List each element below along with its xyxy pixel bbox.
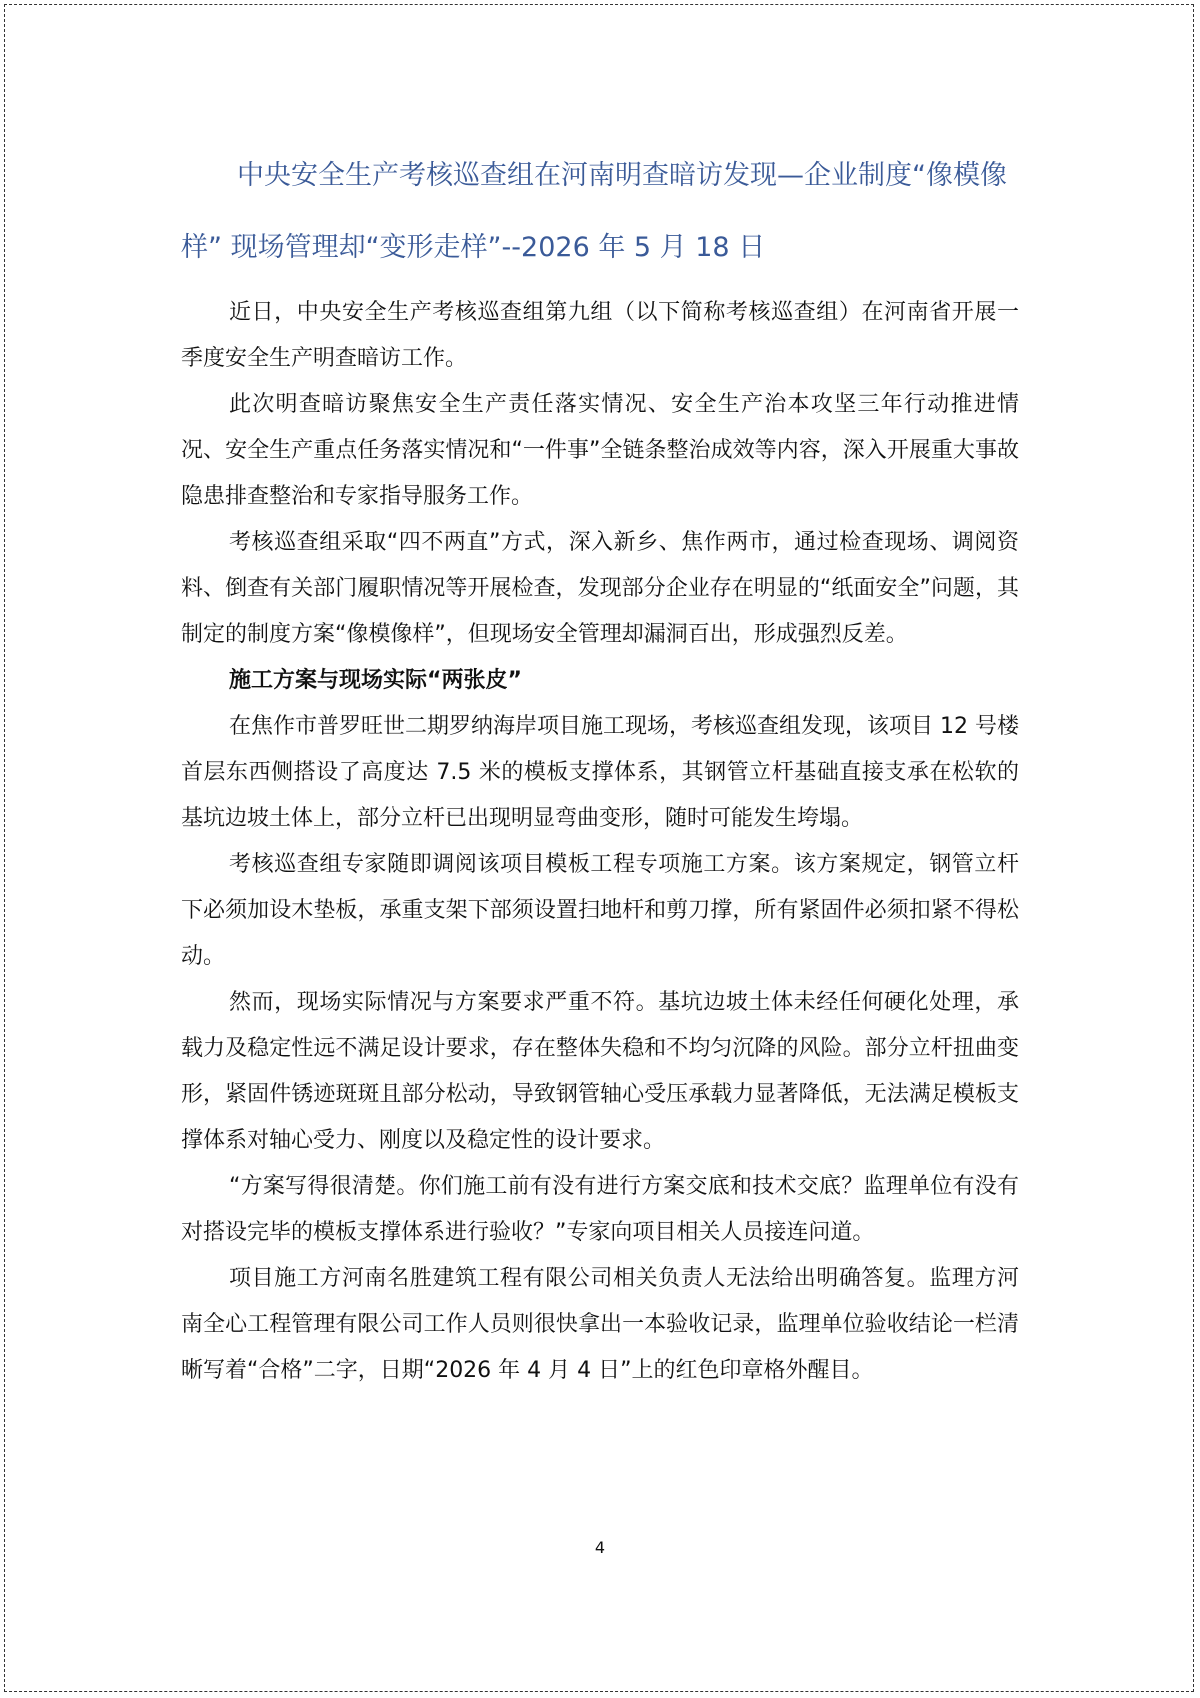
- section-paragraph-5: 项目施工方河南名胜建筑工程有限公司相关负责人无法给出明确答复。监理方河南全心工程管理有限公司工作人员则很快拿出一本验收记录，监理单位验收结论一栏清晰写着“合格”二字，日期“2026 年 4 月 4 日”上的红色印章格外醒目。: [181, 1266, 1019, 1383]
- section-paragraph-1: 在焦作市普罗旺世二期罗纳海岸项目施工现场，考核巡查组发现，该项目 12 号楼首层东西侧搭设了高度达 7.5 米的模板支撑体系，其钢管立杆基础直接支承在松软的基坑边坡土体上，部分立杆已出现明显弯曲变形，随时可能发生垮塌。: [181, 714, 1019, 831]
- paragraph-3: 考核巡查组采取“四不两直”方式，深入新乡、焦作两市，通过检查现场、调阅资料、倒查有关部门履职情况等开展检查，发现部分企业存在明显的“纸面安全”问题，其制定的制度方案“像模像样”，但现场安全管理却漏洞百出，形成强烈反差。: [181, 530, 1019, 647]
- section-paragraph-2: 考核巡查组专家随即调阅该项目模板工程专项施工方案。该方案规定，钢管立杆下必须加设木垫板，承重支架下部须设置扫地杆和剪刀撑，所有紧固件必须扣紧不得松动。: [181, 852, 1019, 969]
- paragraph-2: 此次明查暗访聚焦安全生产责任落实情况、安全生产治本攻坚三年行动推进情况、安全生产重点任务落实情况和“一件事”全链条整治成效等内容，深入开展重大事故隐患排查整治和专家指导服务工作。: [181, 392, 1019, 509]
- document-body: [181, 140, 1019, 1394]
- section-paragraph-3: 然而，现场实际情况与方案要求严重不符。基坑边坡土体未经任何硬化处理，承载力及稳定性远不满足设计要求，存在整体失稳和不均匀沉降的风险。部分立杆扭曲变形，紧固件锈迹斑斑且部分松动，导致钢管轴心受压承载力显著降低，无法满足模板支撑体系对轴心受力、刚度以及稳定性的设计要求。: [181, 990, 1019, 1153]
- page-number: 4: [594, 1538, 606, 1557]
- document-title: 中央安全生产考核巡查组在河南明查暗访发现—企业制度“像模像样” 现场管理却“变形走样”--2026 年 5 月 18 日: [181, 160, 1007, 263]
- section-heading: 施工方案与现场实际“两张皮”: [229, 668, 522, 693]
- section-paragraph-4: “方案写得很清楚。你们施工前有没有进行方案交底和技术交底？监理单位有没有对搭设完毕的模板支撑体系进行验收？”专家向项目相关人员接连问道。: [181, 1174, 1019, 1245]
- paragraph-1: 近日，中央安全生产考核巡查组第九组（以下简称考核巡查组）在河南省开展一季度安全生产明查暗访工作。: [181, 300, 1019, 371]
